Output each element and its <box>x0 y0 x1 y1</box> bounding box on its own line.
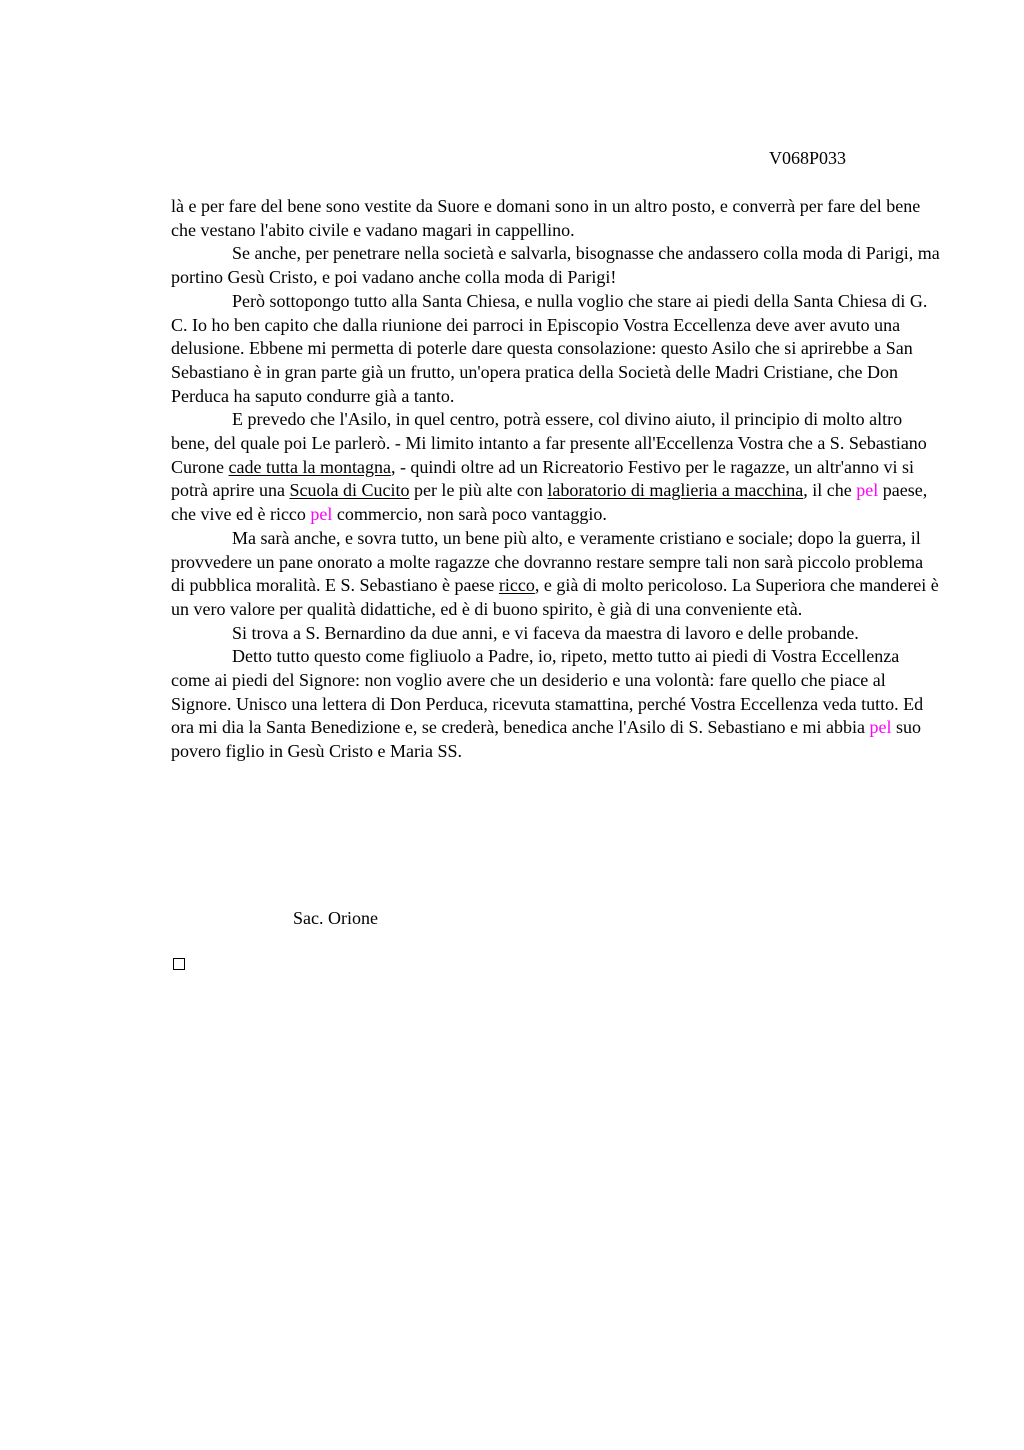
underlined-text: ricco <box>498 575 535 596</box>
paragraph <box>171 645 941 764</box>
page-id: V068P033 <box>769 148 847 168</box>
highlighted-word: pel <box>869 717 892 738</box>
empty-square-icon <box>173 958 185 970</box>
text-segment: paese, che vive ed è ricco <box>171 480 928 525</box>
highlighted-word: pel <box>856 480 879 501</box>
letter-body <box>171 195 941 764</box>
text-segment: Si trova a S. Bernardino da due anni, e vi faceva da maestra di lavoro e delle probande. <box>232 622 859 643</box>
paragraph <box>171 195 941 242</box>
paragraph <box>171 527 941 622</box>
signature: Sac. Orione <box>293 908 378 928</box>
underlined-text: cade tutta la montagna <box>228 456 391 477</box>
paragraph <box>171 242 941 289</box>
text-segment: suo povero figlio in Gesù Cristo e Maria SS. <box>171 717 922 762</box>
text-segment: , - quindi oltre ad un Ricreatorio Festivo per le ragazze, un altr'anno vi si potrà aprire una <box>171 456 915 501</box>
paragraph <box>171 290 941 409</box>
text-segment: Però sottopongo tutto alla Santa Chiesa, e nulla voglio che stare ai piedi della Santa Chiesa di G. C. Io ho ben capito che dalla riunione dei parroci in Episcopio Vostra Eccellenza deve aver avuto una delusione. Ebbene mi permetta di poterle dare questa consolazione: questo Asilo che si aprirebbe a San Sebastiano è in gran parte già un frutto, un'opera pratica della Società delle Madri Cristiane, che Don Perduca ha saputo condurre già a tanto. <box>171 290 928 406</box>
paragraph <box>171 622 941 646</box>
text-segment: E prevedo che l'Asilo, in quel centro, potrà essere, col divino aiuto, il principio di molto altro bene, del quale poi Le parlerò. - Mi limito intanto a far presente all'Eccellenza Vostra che a S. Sebastiano Curone <box>171 409 927 477</box>
underlined-text: Scuola di Cucito <box>289 480 410 501</box>
highlighted-word: pel <box>310 504 333 525</box>
text-segment: Se anche, per penetrare nella società e salvarla, bisognasse che andassero colla moda di Parigi, ma portino Gesù Cristo, e poi vadano anche colla moda di Parigi! <box>171 243 940 288</box>
text-segment: , e già di molto pericoloso. La Superiora che manderei è un vero valore per qualità didattiche, ed è di buono spirito, è già di una conveniente età. <box>171 575 939 619</box>
underlined-text: laboratorio di maglieria a macchina <box>547 480 804 501</box>
text-segment: , il che <box>803 480 857 501</box>
text-segment: commercio, non sarà poco vantaggio. <box>332 504 607 525</box>
text-segment: per le più alte con <box>409 480 548 501</box>
text-segment: Ma sarà anche, e sovra tutto, un bene più alto, e veramente cristiano e sociale; dopo la guerra, il provvedere un pane onorato a molte ragazze che dovranno restare sempre tali non sarà piccolo problema di pubblica moralità. E S. Sebastiano è paese <box>171 527 924 596</box>
text-segment: Detto tutto questo come figliuolo a Padre, io, ripeto, metto tutto ai piedi di Vostra Eccellenza come ai piedi del Signore: non voglio avere che un desiderio e una volontà: fare quello che piace al Signore. Unisco una lettera di Don Perduca, ricevuta stamattina, perché Vostra Eccellenza veda tutto. Ed ora mi dia la Santa Benedizione e, se crederà, benedica anche l'Asilo di S. Sebastiano e mi abbia <box>171 646 924 738</box>
paragraph <box>171 408 941 527</box>
text-segment: là e per fare del bene sono vestite da Suore e domani sono in un altro posto, e converrà per fare del bene che vestano l'abito civile e vadano magari in cappellino. <box>171 196 921 240</box>
